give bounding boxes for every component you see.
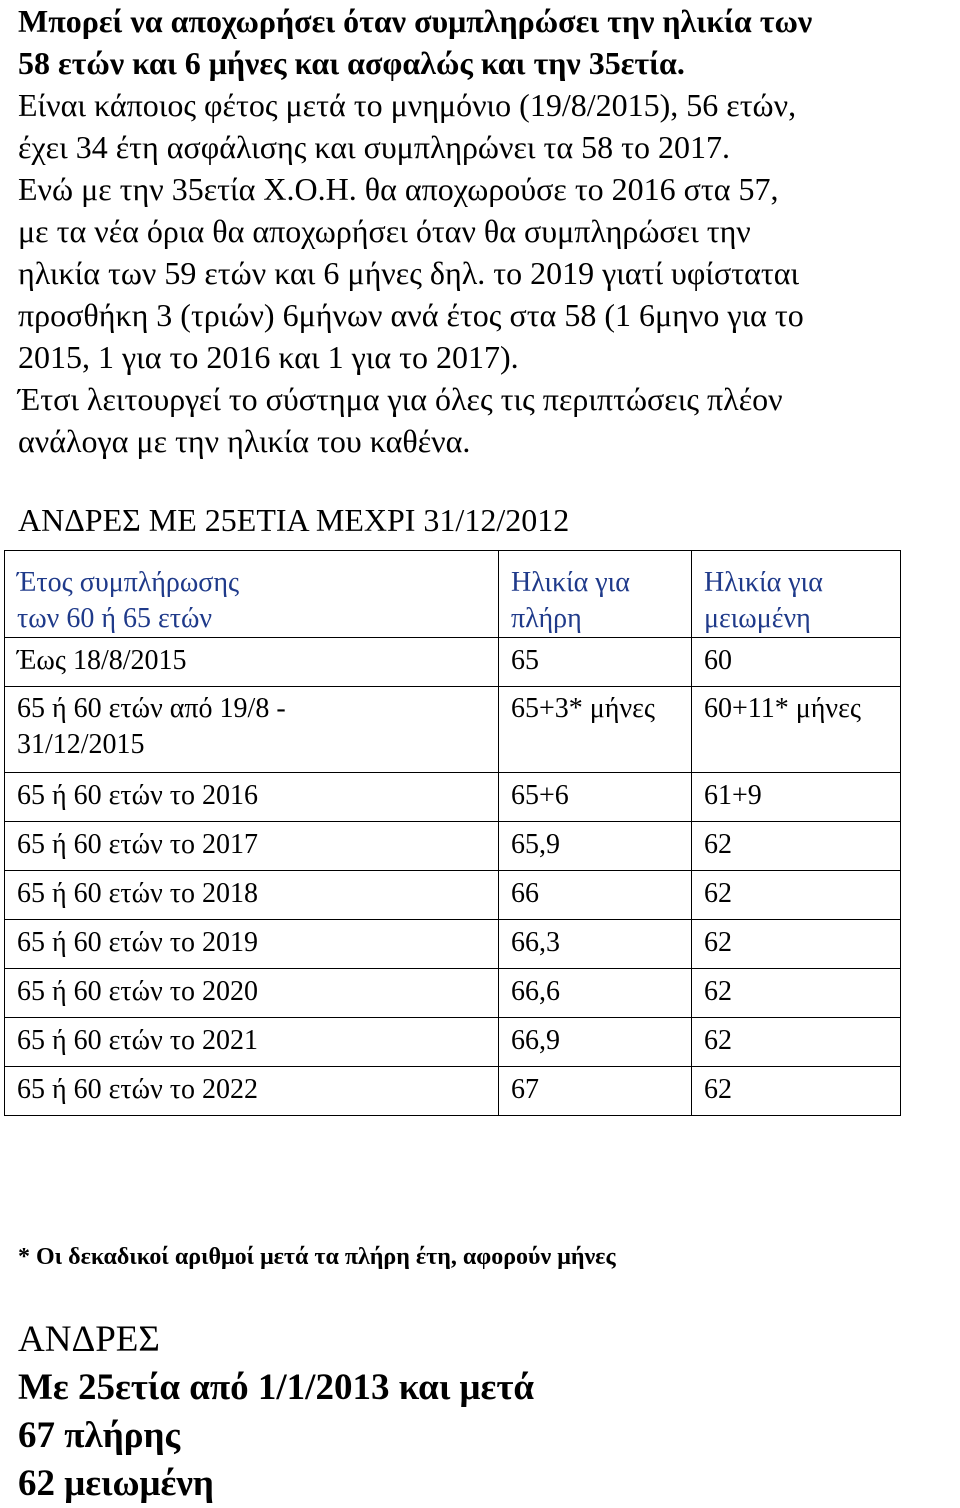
header-line: Ηλικία για bbox=[511, 567, 630, 598]
table-row bbox=[5, 871, 901, 920]
table-row bbox=[5, 1018, 901, 1067]
header-line: πλήρη bbox=[511, 603, 582, 634]
table-cell: 66,6 bbox=[499, 969, 692, 1018]
table-cell: 61+9 bbox=[692, 773, 901, 822]
intro-line: έχει 34 έτη ασφάλισης και συμπληρώνει τα 58 το 2017. bbox=[18, 129, 730, 165]
men-section bbox=[18, 1316, 534, 1508]
table-cell: 65 bbox=[499, 638, 692, 687]
table-row bbox=[5, 920, 901, 969]
table-row bbox=[5, 687, 901, 773]
men-section-line: 62 μειωμένη bbox=[18, 1463, 214, 1504]
men-section-title: ΑΝΔΡΕΣ bbox=[18, 1319, 160, 1360]
table-cell: 62 bbox=[692, 871, 901, 920]
table-cell: 65+6 bbox=[499, 773, 692, 822]
table-cell: 62 bbox=[692, 920, 901, 969]
column-header-reduced-age bbox=[692, 551, 901, 638]
table-row bbox=[5, 1067, 901, 1116]
intro-line: Ενώ με την 35ετία Χ.Ο.Η. θα αποχωρούσε το 2016 στα 57, bbox=[18, 171, 779, 207]
header-line: Έτος συμπλήρωσης bbox=[17, 567, 240, 598]
table-row bbox=[5, 638, 901, 687]
table-row bbox=[5, 969, 901, 1018]
table-cell: 66 bbox=[499, 871, 692, 920]
header-line: Ηλικία για bbox=[704, 567, 823, 598]
table-cell: 65 ή 60 ετών το 2018 bbox=[5, 871, 499, 920]
table-cell: 65 ή 60 ετών το 2021 bbox=[5, 1018, 499, 1067]
table-heading: ΑΝΔΡΕΣ ΜΕ 25ΕΤΙΑ ΜΕΧΡΙ 31/12/2012 bbox=[18, 502, 570, 538]
table-cell: 66,3 bbox=[499, 920, 692, 969]
intro-paragraph bbox=[18, 0, 958, 462]
intro-line: Μπορεί να αποχωρήσει όταν συμπληρώσει την ηλικία των bbox=[18, 3, 813, 39]
retirement-age-table bbox=[4, 550, 901, 1116]
column-header-full-age bbox=[499, 551, 692, 638]
table-cell: 62 bbox=[692, 822, 901, 871]
table-cell: 65 ή 60 ετών το 2022 bbox=[5, 1067, 499, 1116]
table-cell: 60 bbox=[692, 638, 901, 687]
table-cell: 65 ή 60 ετών το 2017 bbox=[5, 822, 499, 871]
table-cell: 65 ή 60 ετών το 2019 bbox=[5, 920, 499, 969]
table-cell: 66,9 bbox=[499, 1018, 692, 1067]
table-cell bbox=[5, 687, 499, 773]
table-header-row bbox=[5, 551, 901, 638]
intro-line: με τα νέα όρια θα αποχωρήσει όταν θα συμπληρώσει την bbox=[18, 213, 751, 249]
column-header-year bbox=[5, 551, 499, 638]
cell-line: 65 ή 60 ετών από 19/8 - bbox=[17, 693, 286, 724]
table-cell: 60+11* μήνες bbox=[692, 687, 901, 773]
table-row bbox=[5, 822, 901, 871]
header-line: των 60 ή 65 ετών bbox=[17, 603, 213, 634]
intro-line: 58 ετών και 6 μήνες και ασφαλώς και την 35ετία. bbox=[18, 45, 685, 81]
table-cell: 65 ή 60 ετών το 2020 bbox=[5, 969, 499, 1018]
footnote: * Οι δεκαδικοί αριθμοί μετά τα πλήρη έτη, αφορούν μήνες bbox=[18, 1244, 616, 1270]
table-row bbox=[5, 773, 901, 822]
table-cell: 62 bbox=[692, 1018, 901, 1067]
men-section-line: 67 πλήρης bbox=[18, 1415, 181, 1456]
header-line: μειωμένη bbox=[704, 603, 811, 634]
intro-line: 2015, 1 για το 2016 και 1 για το 2017). bbox=[18, 339, 519, 375]
table-cell: 65+3* μήνες bbox=[499, 687, 692, 773]
intro-line: ανάλογα με την ηλικία του καθένα. bbox=[18, 423, 471, 459]
table-cell: Έως 18/8/2015 bbox=[5, 638, 499, 687]
table-cell: 65,9 bbox=[499, 822, 692, 871]
intro-line: ηλικία των 59 ετών και 6 μήνες δηλ. το 2019 γιατί υφίσταται bbox=[18, 255, 800, 291]
table-cell: 65 ή 60 ετών το 2016 bbox=[5, 773, 499, 822]
intro-line: προσθήκη 3 (τριών) 6μήνων ανά έτος στα 58 (1 6μηνο για το bbox=[18, 297, 804, 333]
table-cell: 62 bbox=[692, 1067, 901, 1116]
intro-line: Είναι κάποιος φέτος μετά το μνημόνιο (19/8/2015), 56 ετών, bbox=[18, 87, 797, 123]
table-cell: 67 bbox=[499, 1067, 692, 1116]
cell-line: 31/12/2015 bbox=[17, 729, 145, 760]
men-section-line: Με 25ετία από 1/1/2013 και μετά bbox=[18, 1367, 535, 1408]
table-cell: 62 bbox=[692, 969, 901, 1018]
intro-line: Έτσι λειτουργεί το σύστημα για όλες τις περιπτώσεις πλέον bbox=[18, 381, 783, 417]
